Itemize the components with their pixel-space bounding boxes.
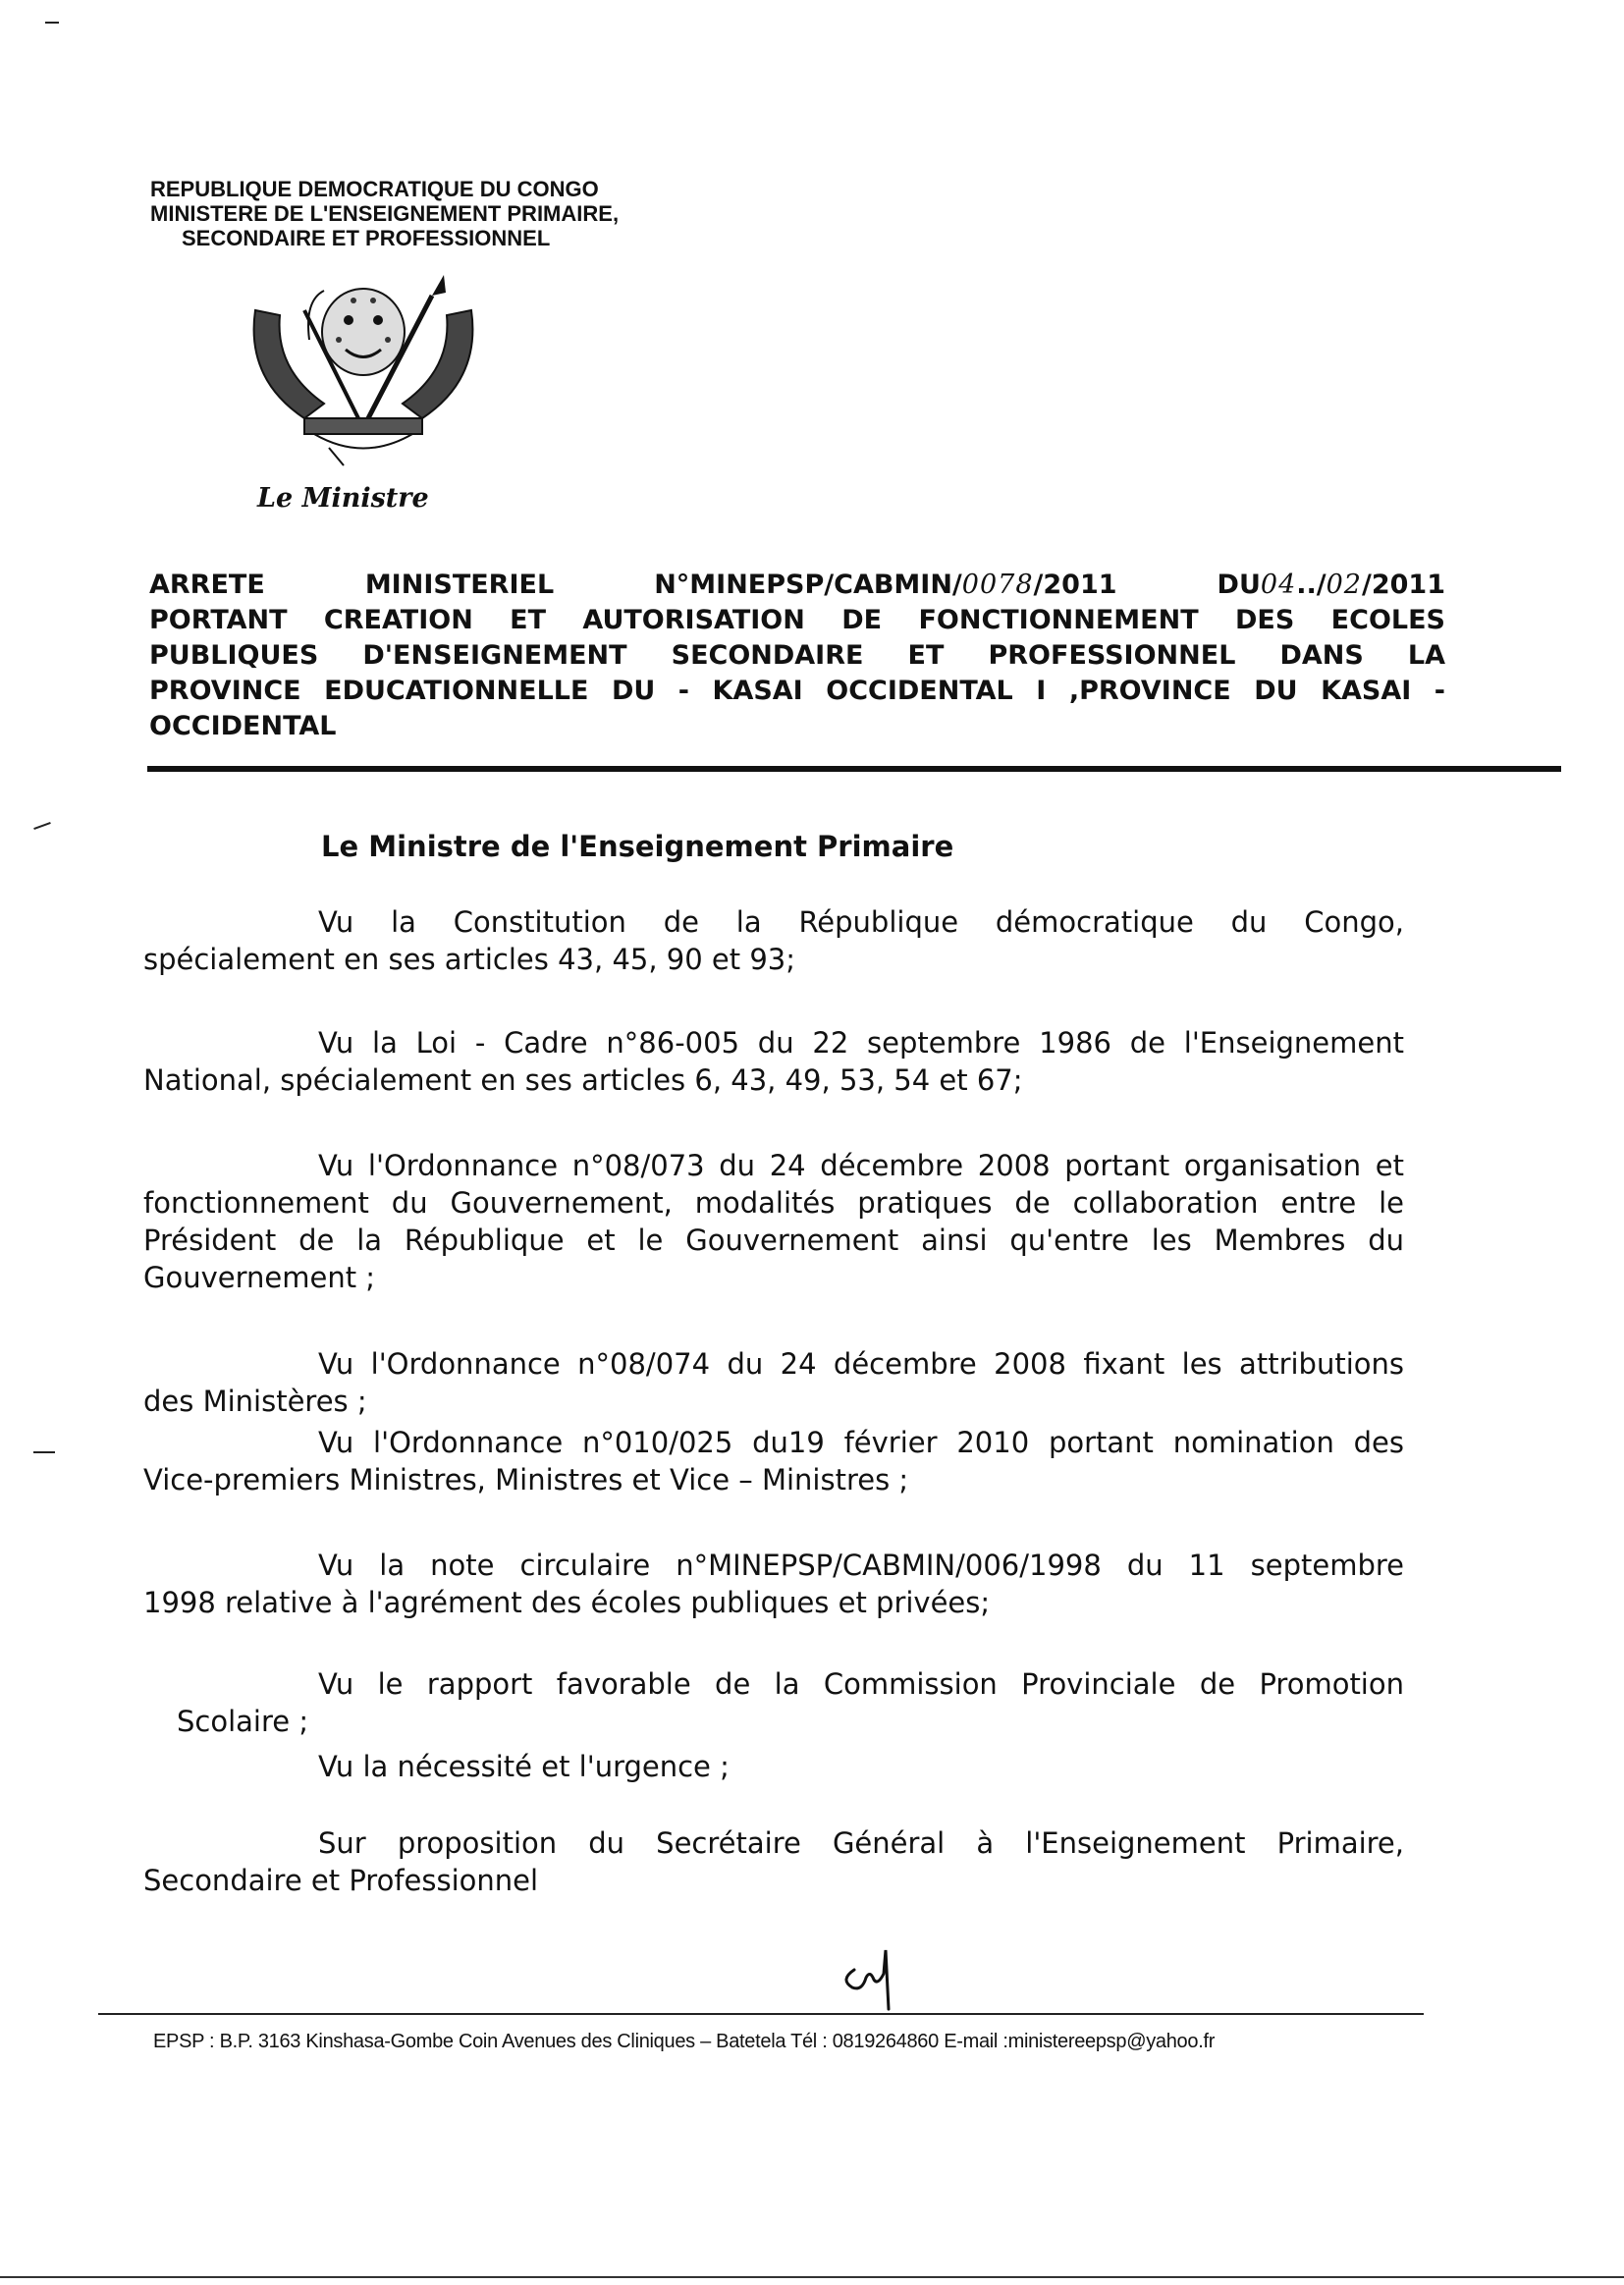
paragraph-urgence <box>143 1748 1404 1785</box>
paragraph-line: National, spécialement en ses articles 6, 43, 49, 53, 54 et 67; <box>143 1063 1023 1097</box>
handwritten-initials <box>835 1940 913 2019</box>
paragraph-line: Scolaire ; <box>177 1705 309 1738</box>
paragraph-ordonnance-073 <box>143 1147 1404 1296</box>
handwritten-number: 0078 <box>961 570 1034 600</box>
paragraph-first-line: Vu la Constitution de la République démocratique du Congo, <box>318 905 1404 939</box>
paragraph-first-line: Vu la nécessité et l'urgence ; <box>318 1750 730 1783</box>
paragraph-first-line: Vu le rapport favorable de la Commission Provinciale de Promotion <box>318 1667 1404 1701</box>
paragraph-line: Gouvernement ; <box>143 1261 376 1294</box>
decree-title <box>149 568 1445 744</box>
paragraph-ordonnance-025 <box>143 1424 1404 1498</box>
paragraph-note-circulaire <box>143 1547 1404 1621</box>
paragraph-first-line: Vu l'Ordonnance n°08/074 du 24 décembre 2008 fixant les attributions <box>318 1347 1404 1381</box>
paragraph-first-line: Sur proposition du Secrétaire Général à l'Enseignement Primaire, <box>318 1826 1404 1860</box>
paragraph-first-line: Vu l'Ordonnance n°010/025 du19 février 2010 portant nomination des <box>318 1426 1404 1459</box>
paragraph-line: fonctionnement du Gouvernement, modalités pratiques de collaboration entre le <box>143 1186 1404 1220</box>
title-line-5: OCCIDENTAL <box>149 711 337 741</box>
paragraph-ordonnance-074 <box>143 1345 1404 1420</box>
paragraph-first-line: Vu la Loi - Cadre n°86-005 du 22 septembre 1986 de l'Enseignement <box>318 1026 1404 1060</box>
scan-speck <box>33 822 51 830</box>
subtitle: Le Ministre de l'Enseignement Primaire <box>321 830 954 863</box>
paragraph-first-line: Vu la note circulaire n°MINEPSP/CABMIN/006/1998 du 11 septembre <box>318 1549 1404 1582</box>
header-country: REPUBLIQUE DEMOCRATIQUE DU CONGO <box>150 177 599 201</box>
paragraph-line: Vice-premiers Ministres, Ministres et Vice – Ministres ; <box>143 1463 909 1496</box>
scan-edge-line <box>0 2276 1624 2278</box>
minister-signature-title: Le Ministre <box>257 483 429 514</box>
handwritten-month: 02 <box>1326 570 1362 600</box>
title-word-ministeriel: MINISTERIEL <box>364 570 555 600</box>
title-line-3: PUBLIQUES D'ENSEIGNEMENT SECONDAIRE ET PROFESSIONNEL DANS LA <box>149 640 1445 671</box>
paragraph-proposition <box>143 1824 1404 1899</box>
coat-of-arms-emblem <box>236 271 491 467</box>
footer-contact: EPSP : B.P. 3163 Kinshasa-Gombe Coin Avenues des Cliniques – Batetela Tél : 0819264860 E-mail :ministereepsp@yahoo.fr <box>153 2031 1216 2052</box>
title-line-4: PROVINCE EDUCATIONNELLE DU - KASAI OCCIDENTAL I ,PROVINCE DU KASAI - <box>149 676 1445 706</box>
handwritten-day: 04 <box>1260 570 1297 600</box>
paragraph-line: des Ministères ; <box>143 1385 367 1418</box>
letterhead <box>150 177 619 250</box>
paragraph-line: Secondaire et Professionnel <box>143 1864 539 1897</box>
decree-reference-line <box>149 568 1445 603</box>
paragraph-line: spécialement en ses articles 43, 45, 90 et 93; <box>143 943 795 976</box>
header-ministry-cont: SECONDAIRE ET PROFESSIONNEL <box>182 226 551 250</box>
footer-divider <box>98 2013 1424 2015</box>
paragraph-loi-cadre <box>143 1024 1404 1099</box>
scan-speck <box>33 1451 55 1453</box>
paragraph-line: 1998 relative à l'agrément des écoles publiques et privées; <box>143 1586 991 1619</box>
header-ministry: MINISTERE DE L'ENSEIGNEMENT PRIMAIRE, <box>150 201 620 226</box>
paragraph-first-line: Vu l'Ordonnance n°08/073 du 24 décembre 2008 portant organisation et <box>318 1149 1404 1182</box>
decree-date: DU04../02/2011 <box>1217 570 1445 600</box>
title-word-arrete: ARRETE <box>149 570 265 600</box>
paragraph-line: Président de la République et le Gouvernement ainsi qu'entre les Membres du <box>143 1224 1404 1257</box>
title-divider <box>147 766 1561 772</box>
paragraph-rapport <box>143 1665 1404 1740</box>
title-line-2: PORTANT CREATION ET AUTORISATION DE FONCTIONNEMENT DES ECOLES <box>149 605 1445 635</box>
scan-speck <box>45 22 59 24</box>
paragraph-constitution <box>143 903 1404 978</box>
decree-number: N°MINEPSP/CABMIN/0078/2011 <box>654 570 1117 600</box>
